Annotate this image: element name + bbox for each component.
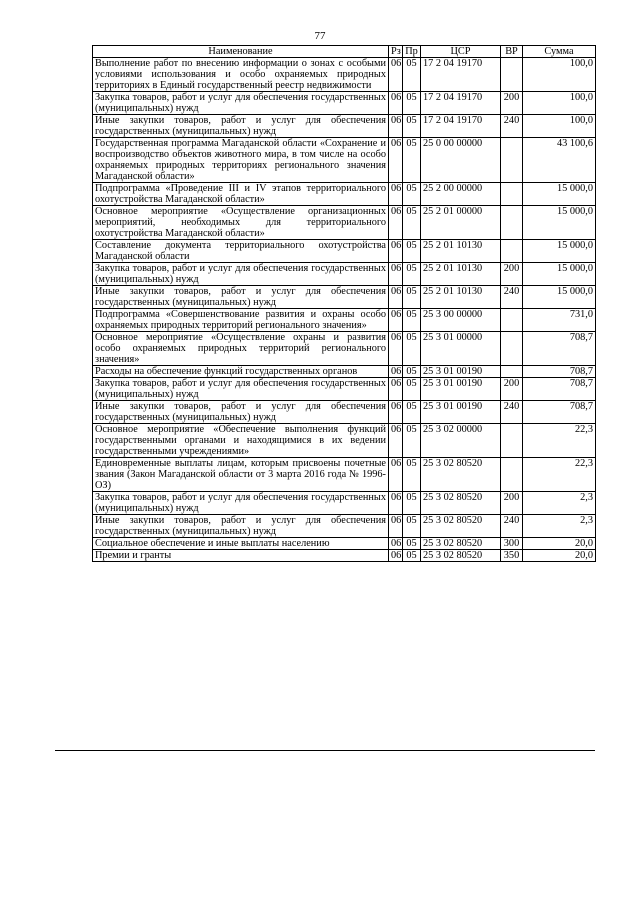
row-csr: 25 3 00 00000	[421, 309, 501, 332]
row-csr: 25 2 01 10130	[421, 286, 501, 309]
row-name: Основное мероприятие «Обеспечение выполнения функций государственными органами и находящимися в их ведении государственными учреждениями»	[93, 424, 389, 458]
row-csr: 25 3 02 80520	[421, 515, 501, 538]
header-rz: Рз	[389, 46, 403, 58]
row-name: Государственная программа Магаданской области «Сохранение и воспроизводство объектов животного мира, в том числе на особо охраняемых природных территориях регионального значения Магаданской области»	[93, 138, 389, 183]
row-rz: 06	[389, 458, 403, 492]
row-name: Социальное обеспечение и иные выплаты населению	[93, 538, 389, 550]
row-pr: 05	[403, 206, 421, 240]
row-rz: 06	[389, 240, 403, 263]
table-row	[93, 538, 596, 550]
row-csr: 25 2 00 00000	[421, 183, 501, 206]
row-sum: 100,0	[523, 115, 596, 138]
row-csr: 25 3 02 80520	[421, 458, 501, 492]
table-row	[93, 515, 596, 538]
row-vr: 200	[501, 378, 523, 401]
row-pr: 05	[403, 492, 421, 515]
table-row	[93, 115, 596, 138]
row-name: Подпрограмма «Проведение III и IV этапов территориального охотустройства Магаданской области»	[93, 183, 389, 206]
page-number: 77	[314, 30, 326, 42]
row-pr: 05	[403, 550, 421, 562]
row-vr	[501, 458, 523, 492]
row-vr	[501, 183, 523, 206]
row-pr: 05	[403, 58, 421, 92]
row-csr: 25 3 02 80520	[421, 538, 501, 550]
row-sum: 708,7	[523, 332, 596, 366]
header-vr: ВР	[501, 46, 523, 58]
row-rz: 06	[389, 206, 403, 240]
row-rz: 06	[389, 138, 403, 183]
row-vr	[501, 309, 523, 332]
row-csr: 17 2 04 19170	[421, 115, 501, 138]
row-pr: 05	[403, 92, 421, 115]
row-rz: 06	[389, 92, 403, 115]
row-name: Иные закупки товаров, работ и услуг для обеспечения государственных (муниципальных) нужд	[93, 286, 389, 309]
table-row	[93, 309, 596, 332]
row-rz: 06	[389, 332, 403, 366]
row-name: Выполнение работ по внесению информации о зонах с особыми условиями использования и особо охраняемых природных территориях в Единый государственный реестр недвижимости	[93, 58, 389, 92]
header-sum: Сумма	[523, 46, 596, 58]
row-name: Закупка товаров, работ и услуг для обеспечения государственных (муниципальных) нужд	[93, 378, 389, 401]
row-rz: 06	[389, 538, 403, 550]
row-sum: 20,0	[523, 538, 596, 550]
row-rz: 06	[389, 550, 403, 562]
row-pr: 05	[403, 538, 421, 550]
row-sum: 22,3	[523, 424, 596, 458]
row-sum: 15 000,0	[523, 183, 596, 206]
row-csr: 25 3 01 00190	[421, 366, 501, 378]
row-vr	[501, 58, 523, 92]
table-row	[93, 401, 596, 424]
row-sum: 15 000,0	[523, 286, 596, 309]
row-pr: 05	[403, 332, 421, 366]
row-sum: 2,3	[523, 492, 596, 515]
row-pr: 05	[403, 240, 421, 263]
table-row	[93, 206, 596, 240]
row-sum: 20,0	[523, 550, 596, 562]
table-row	[93, 550, 596, 562]
table-row	[93, 183, 596, 206]
row-name: Иные закупки товаров, работ и услуг для обеспечения государственных (муниципальных) нужд	[93, 115, 389, 138]
row-csr: 25 3 02 80520	[421, 550, 501, 562]
row-rz: 06	[389, 515, 403, 538]
header-pr: Пр	[403, 46, 421, 58]
row-pr: 05	[403, 286, 421, 309]
row-pr: 05	[403, 366, 421, 378]
table-row	[93, 366, 596, 378]
row-vr: 240	[501, 515, 523, 538]
table-row	[93, 58, 596, 92]
header-name: Наименование	[93, 46, 389, 58]
row-vr	[501, 366, 523, 378]
row-csr: 25 3 02 80520	[421, 492, 501, 515]
row-rz: 06	[389, 366, 403, 378]
row-sum: 15 000,0	[523, 263, 596, 286]
row-sum: 22,3	[523, 458, 596, 492]
row-name: Премии и гранты	[93, 550, 389, 562]
header-csr: ЦСР	[421, 46, 501, 58]
table-row	[93, 424, 596, 458]
row-vr	[501, 138, 523, 183]
row-sum: 2,3	[523, 515, 596, 538]
row-name: Основное мероприятие «Осуществление организационных мероприятий, необходимых для территориального охотустройства Магаданской области»	[93, 206, 389, 240]
row-pr: 05	[403, 263, 421, 286]
row-name: Расходы на обеспечение функций государственных органов	[93, 366, 389, 378]
row-rz: 06	[389, 58, 403, 92]
table-row	[93, 458, 596, 492]
row-pr: 05	[403, 138, 421, 183]
row-sum: 43 100,6	[523, 138, 596, 183]
row-csr: 25 3 01 00190	[421, 401, 501, 424]
row-vr	[501, 332, 523, 366]
table-row	[93, 286, 596, 309]
table-row	[93, 492, 596, 515]
row-vr	[501, 240, 523, 263]
table-row	[93, 92, 596, 115]
row-sum: 15 000,0	[523, 240, 596, 263]
footer-divider	[55, 750, 595, 751]
row-vr	[501, 424, 523, 458]
budget-table	[92, 45, 596, 562]
row-vr: 350	[501, 550, 523, 562]
row-vr: 200	[501, 492, 523, 515]
row-csr: 25 3 02 00000	[421, 424, 501, 458]
row-csr: 17 2 04 19170	[421, 92, 501, 115]
row-csr: 25 3 01 00190	[421, 378, 501, 401]
row-rz: 06	[389, 401, 403, 424]
row-csr: 25 2 01 00000	[421, 206, 501, 240]
row-csr: 25 0 00 00000	[421, 138, 501, 183]
row-vr: 240	[501, 115, 523, 138]
row-vr: 300	[501, 538, 523, 550]
row-vr: 240	[501, 401, 523, 424]
row-rz: 06	[389, 183, 403, 206]
row-name: Основное мероприятие «Осуществление охраны и развития особо охраняемых природных территорий регионального значения»	[93, 332, 389, 366]
table-row	[93, 263, 596, 286]
row-sum: 708,7	[523, 401, 596, 424]
row-rz: 06	[389, 115, 403, 138]
row-pr: 05	[403, 115, 421, 138]
row-pr: 05	[403, 309, 421, 332]
row-sum: 100,0	[523, 92, 596, 115]
row-sum: 15 000,0	[523, 206, 596, 240]
row-pr: 05	[403, 515, 421, 538]
table-row	[93, 138, 596, 183]
row-rz: 06	[389, 309, 403, 332]
row-name: Закупка товаров, работ и услуг для обеспечения государственных (муниципальных) нужд	[93, 92, 389, 115]
row-pr: 05	[403, 183, 421, 206]
row-vr: 240	[501, 286, 523, 309]
row-name: Иные закупки товаров, работ и услуг для обеспечения государственных (муниципальных) нужд	[93, 515, 389, 538]
row-sum: 100,0	[523, 58, 596, 92]
table-header-row	[93, 46, 596, 58]
row-vr: 200	[501, 92, 523, 115]
table-row	[93, 378, 596, 401]
table-row	[93, 240, 596, 263]
row-csr: 25 3 01 00000	[421, 332, 501, 366]
row-rz: 06	[389, 263, 403, 286]
row-name: Закупка товаров, работ и услуг для обеспечения государственных (муниципальных) нужд	[93, 263, 389, 286]
row-name: Составление документа территориального охотустройства Магаданской области	[93, 240, 389, 263]
row-rz: 06	[389, 286, 403, 309]
row-sum: 708,7	[523, 366, 596, 378]
row-rz: 06	[389, 424, 403, 458]
row-vr: 200	[501, 263, 523, 286]
row-name: Иные закупки товаров, работ и услуг для обеспечения государственных (муниципальных) нужд	[93, 401, 389, 424]
row-name: Единовременные выплаты лицам, которым присвоены почетные звания (Закон Магаданской области от 3 марта 2016 года № 1996-ОЗ)	[93, 458, 389, 492]
row-sum: 731,0	[523, 309, 596, 332]
row-pr: 05	[403, 401, 421, 424]
row-rz: 06	[389, 378, 403, 401]
row-csr: 17 2 04 19170	[421, 58, 501, 92]
row-name: Закупка товаров, работ и услуг для обеспечения государственных (муниципальных) нужд	[93, 492, 389, 515]
row-csr: 25 2 01 10130	[421, 263, 501, 286]
row-vr	[501, 206, 523, 240]
row-name: Подпрограмма «Совершенствование развития и охраны особо охраняемых природных территорий регионального значения»	[93, 309, 389, 332]
row-pr: 05	[403, 378, 421, 401]
row-sum: 708,7	[523, 378, 596, 401]
row-pr: 05	[403, 424, 421, 458]
row-pr: 05	[403, 458, 421, 492]
row-csr: 25 2 01 10130	[421, 240, 501, 263]
row-rz: 06	[389, 492, 403, 515]
table-row	[93, 332, 596, 366]
